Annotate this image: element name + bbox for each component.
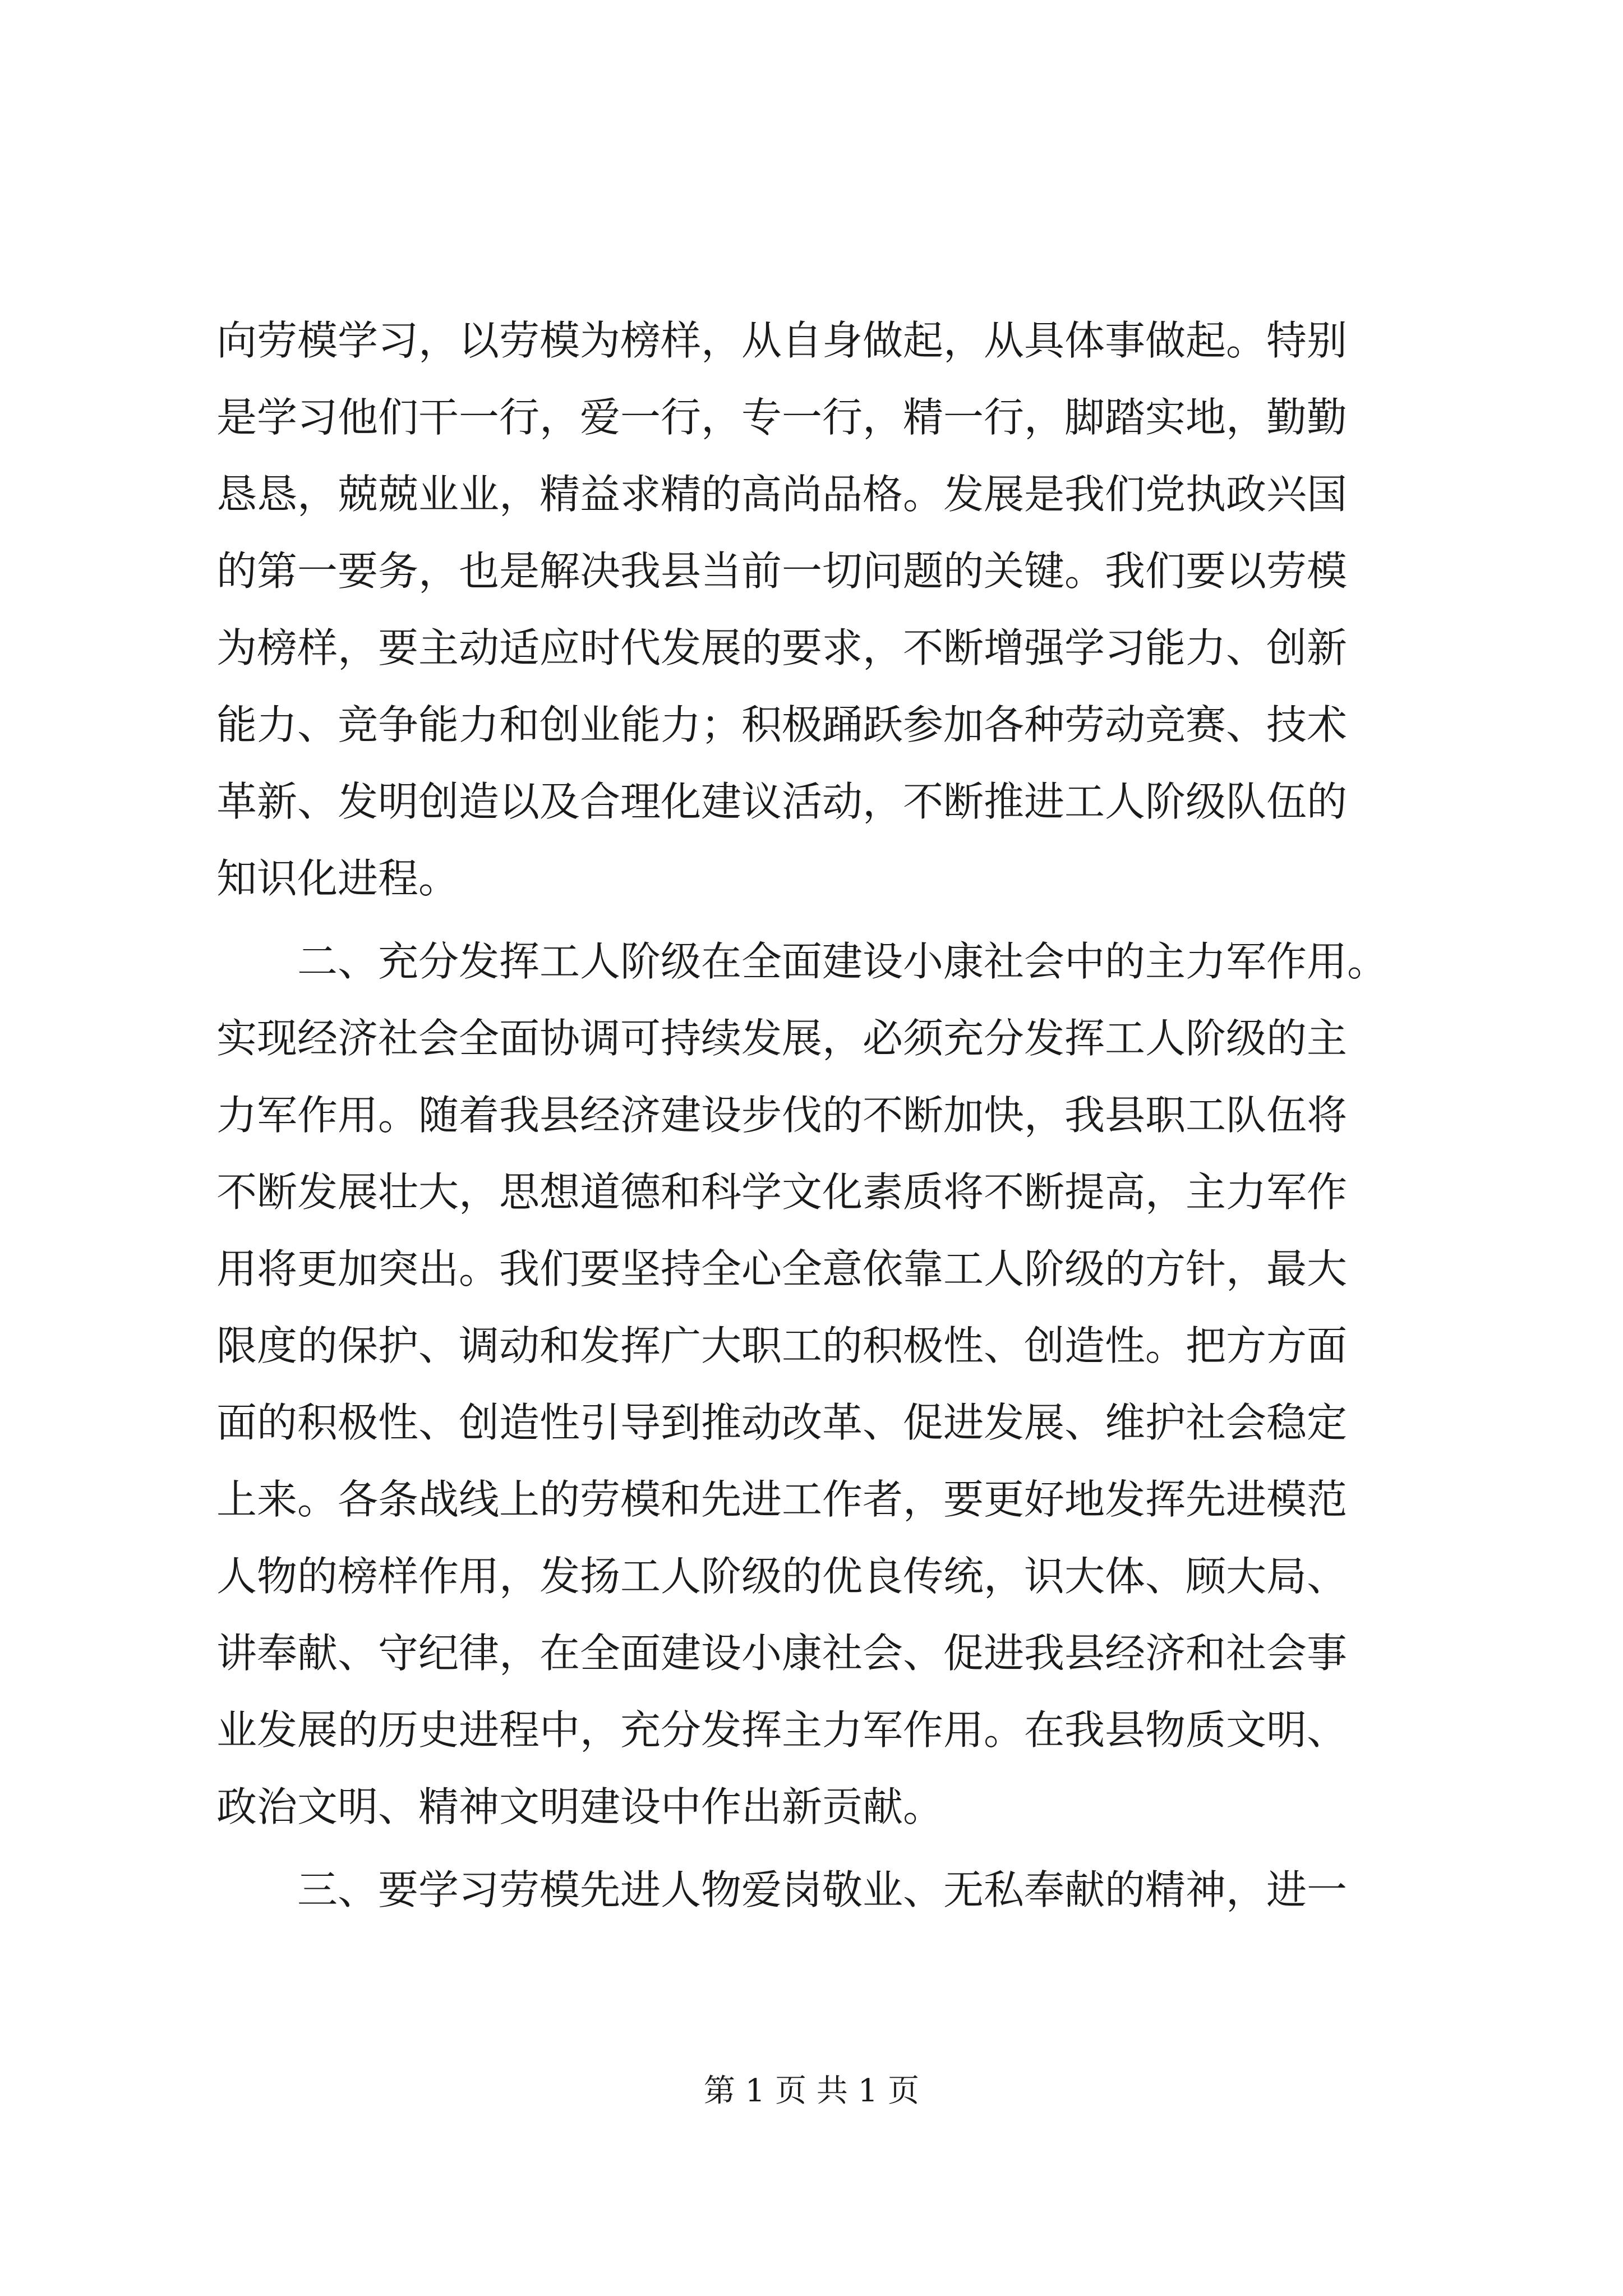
body-text-line: 向劳模学习，以劳模为榜样，从自身做起，从具体事做起。特别 bbox=[216, 317, 1348, 364]
body-text-line: 力军作用。随着我县经济建设步伐的不断加快，我县职工队伍将 bbox=[216, 1092, 1348, 1139]
body-text-line: 上来。各条战线上的劳模和先进工作者，要更好地发挥先进模范 bbox=[216, 1476, 1348, 1523]
body-text-line: 限度的保护、调动和发挥广大职工的积极性、创造性。把方方面 bbox=[216, 1322, 1348, 1369]
body-text-line: 人物的榜样作用，发扬工人阶级的优良传统，识大体、顾大局、 bbox=[216, 1553, 1348, 1600]
body-text-line: 面的积极性、创造性引导到推动改革、促进发展、维护社会稳定 bbox=[216, 1399, 1348, 1446]
body-text-line: 实现经济社会全面协调可持续发展，必须充分发挥工人阶级的主 bbox=[216, 1015, 1348, 1062]
body-text-line: 知识化进程。 bbox=[216, 855, 459, 902]
body-text-line: 能力、竞争能力和创业能力；积极踊跃参加各种劳动竞赛、技术 bbox=[216, 701, 1348, 748]
body-text-line: 政治文明、精神文明建设中作出新贡献。 bbox=[216, 1783, 944, 1830]
body-text-line: 讲奉献、守纪律，在全面建设小康社会、促进我县经济和社会事 bbox=[216, 1630, 1348, 1677]
body-text-line: 恳恳，兢兢业业，精益求精的高尚品格。发展是我们党执政兴国 bbox=[216, 471, 1348, 518]
body-text-line: 是学习他们干一行，爱一行，专一行，精一行，脚踏实地，勤勤 bbox=[216, 394, 1348, 441]
body-text-line: 业发展的历史进程中，充分发挥主力军作用。在我县物质文明、 bbox=[216, 1706, 1348, 1754]
body-text-line: 不断发展壮大，思想道德和科学文化素质将不断提高，主力军作 bbox=[216, 1168, 1348, 1216]
body-text-line: 用将更加突出。我们要坚持全心全意依靠工人阶级的方针，最大 bbox=[216, 1245, 1348, 1292]
page-footer: 第 1 页 共 1 页 bbox=[703, 2073, 920, 2109]
body-text-line: 革新、发明创造以及合理化建议活动，不断推进工人阶级队伍的 bbox=[216, 778, 1348, 825]
section-heading-three: 三、要学习劳模先进人物爱岗敬业、无私奉献的精神，进一 bbox=[297, 1866, 1348, 1913]
body-text-line: 为榜样，要主动适应时代发展的要求，不断增强学习能力、创新 bbox=[216, 624, 1348, 671]
body-text-line: 的第一要务，也是解决我县当前一切问题的关键。我们要以劳模 bbox=[216, 547, 1348, 595]
section-heading-two: 二、充分发挥工人阶级在全面建设小康社会中的主力军作用。 bbox=[297, 938, 1388, 985]
